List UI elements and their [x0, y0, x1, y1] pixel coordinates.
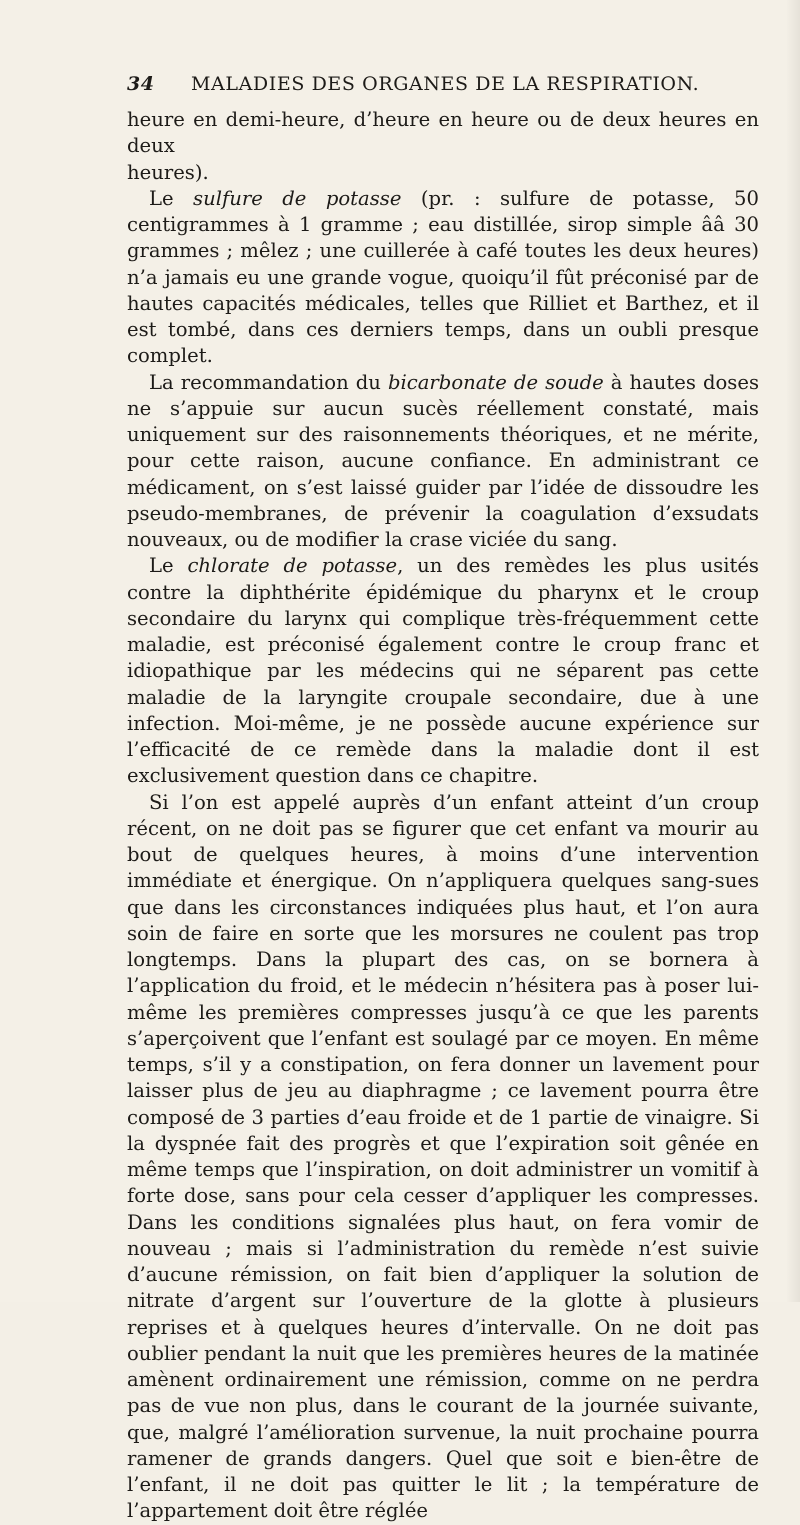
page-number: 34 — [127, 73, 155, 95]
paragraph-treatment — [127, 790, 759, 1525]
paragraph-prefix: Le — [149, 554, 188, 578]
paragraph-text: à hautes doses ne s’appuie sur aucun sucès réellement constaté, mais uniquement sur des raisonnements théoriques, et ne mérite, pour cette raison, aucune confiance. En administrant ce médicament, on s’est laissé guider par l’idée de dissoudre les pseudo-membranes, de prévenir la coagulation d’exsudats nouveaux, ou de modifier la crase viciée du sang. — [127, 370, 760, 551]
page-edge-shadow — [786, 0, 800, 1302]
drug-term: chlorate de potasse — [187, 554, 398, 578]
paragraph-lead-line: heure en demi-heure, d’heure en heure ou de deux heures en deux — [127, 108, 759, 158]
paragraph-text: Si l’on est appelé auprès d’un enfant atteint d’un croup récent, on ne doit pas se figurer que cet enfant va mourir au bout de quelques heures, à moins d’une intervention immédiate et énergique. On n’appliquera quelques sang-sues que dans les circonstances indiquées plus haut, et l’on aura soin de faire en sorte que les morsures ne coulent pas trop longtemps. Dans la plupart des cas, on se bornera à l’application du froid, et le médecin n’hésitera pas à poser lui-même les premières compresses jusqu’à ce que les parents s’aperçoivent que l’enfant est soulagé par ce moyen. En même temps, s’il y a constipation, on fera donner un lavement pour laisser plus de jeu au diaphragme ; ce lavement pourra être composé de 3 parties d’eau froide et de 1 partie de vinaigre. Si la dyspnée fait des progrès et que l’expiration soit gênée en même temps que l’inspiration, on doit administrer un vomitif à forte dose, sans pour cela cesser d’appliquer les compresses. Dans les conditions signalées plus haut, on fera vomir de nouveau ; mais si l’administration du remède n’est suivie d’aucune rémission, on fait bien d’appliquer la solution de nitrate d’argent sur l’ouverture de la glotte à plusieurs reprises et à quelques heures d’intervalle. On ne doit pas oublier pendant la nuit que les premières heures de la matinée amènent ordinairement une rémission, comme on ne perdra pas de vue non plus, dans le courant de la journée suivante, que, malgré l’amélioration survenue, la nuit prochaine pourra ramener de grands dangers. Quel que soit e bien-être de l’enfant, il ne doit pas quitter le lit ; la température de l’appartement doit être réglée — [127, 790, 759, 1523]
paragraph-text: (pr. : sulfure de potasse, 50 centigrammes à 1 gramme ; eau distillée, sirop simple ââ 30 grammes ; mêlez ; une cuillerée à café toutes les deux heures) n’a jamais eu une grande vogue, quoiqu’il fût préconisé par de hautes capacités médicales, telles que Rilliet et Barthez, et il est tombé, dans ces derniers temps, dans un oubli presque complet. — [127, 186, 759, 368]
running-title: MALADIES DES ORGANES DE LA RESPIRATION. — [191, 73, 700, 95]
paragraph-text: , un des remèdes les plus usités contre la diphthérite épidémique du pharynx et le croup secondaire du larynx qui complique très-fréquemment cette maladie, est préconisé également contre le croup franc et idiopathique par les médecins qui ne séparent pas cette maladie de la laryngite croupale secondaire, due à une infection. Moi-même, je ne possède aucune expérience sur l’efficacité de ce remède dans la maladie dont il est exclusivement question dans ce chapitre. — [127, 554, 759, 788]
drug-term: sulfure de potasse — [193, 186, 402, 210]
page-header — [127, 73, 759, 99]
body-text — [127, 107, 759, 1525]
paragraph-prefix: Le — [149, 186, 194, 210]
paragraph-prefix: La recommandation du — [149, 370, 388, 394]
paragraph-text: heures). — [127, 160, 209, 184]
paragraph-sulfure — [127, 186, 759, 370]
paragraph-continued — [127, 107, 759, 186]
paragraph-chlorate — [127, 553, 759, 789]
paragraph-bicarbonate — [127, 370, 759, 554]
drug-term: bicarbonate de soude — [387, 370, 604, 394]
